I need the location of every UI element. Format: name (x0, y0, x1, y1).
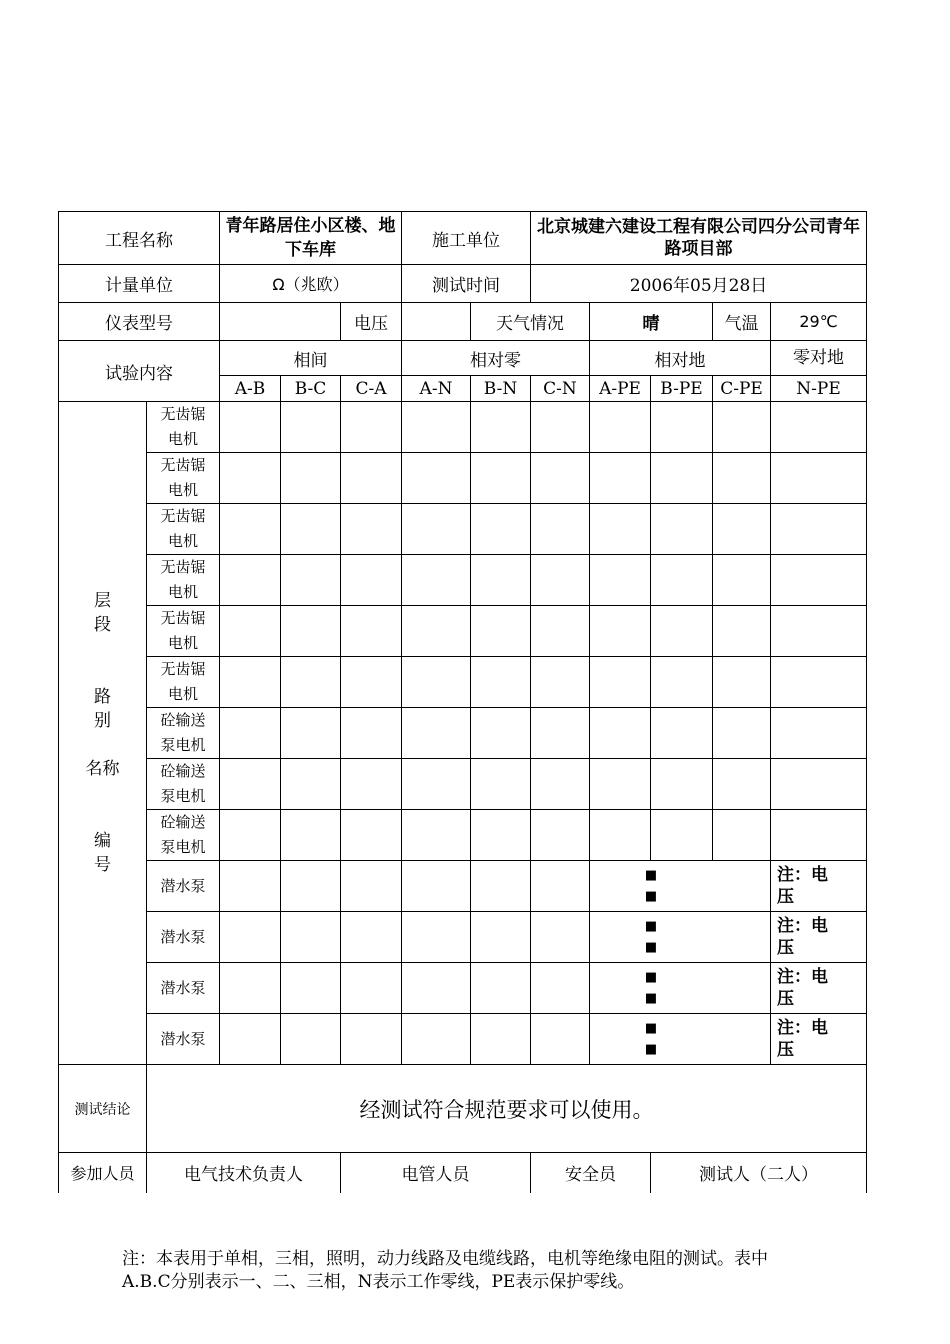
reading-cell (220, 963, 281, 1014)
reading-cell (531, 912, 590, 963)
reading-cell (341, 657, 402, 708)
reading-cell (281, 402, 341, 453)
reading-cell (471, 453, 531, 504)
reading-cell (281, 1014, 341, 1065)
reading-cell (281, 810, 341, 861)
reading-cell (281, 861, 341, 912)
reading-cell (281, 912, 341, 963)
reading-cell (531, 759, 590, 810)
temperature-value: 29℃ (771, 303, 867, 341)
group-phase-to-phase: 相间 (220, 341, 402, 376)
reading-cell (471, 555, 531, 606)
reading-cell (471, 504, 531, 555)
reading-cell (771, 759, 867, 810)
device-name: 潜水泵 (147, 963, 220, 1014)
reading-cell (713, 606, 771, 657)
voltage-label: 电压 (341, 303, 402, 341)
insulation-test-form (58, 211, 867, 1193)
reading-cell (341, 402, 402, 453)
reading-cell (651, 708, 713, 759)
column-header: C-N (531, 376, 590, 402)
unit-label: 计量单位 (59, 265, 220, 303)
reading-cell (471, 657, 531, 708)
reading-cell (713, 708, 771, 759)
column-header: C-A (341, 376, 402, 402)
test-time-value: 2006年05月28日 (531, 265, 867, 303)
device-name: 无齿锯 电机 (147, 402, 220, 453)
merged-mark-cell: ■ ■ (590, 963, 771, 1014)
voltage-note: 注：电 压 (771, 861, 867, 912)
reading-cell (531, 708, 590, 759)
reading-cell (590, 606, 651, 657)
reading-cell (471, 912, 531, 963)
reading-cell (220, 810, 281, 861)
reading-cell (402, 1014, 471, 1065)
reading-cell (220, 759, 281, 810)
participants-label: 参加人员 (59, 1153, 147, 1193)
reading-cell (341, 1014, 402, 1065)
reading-cell (590, 402, 651, 453)
reading-cell (651, 759, 713, 810)
reading-cell (402, 912, 471, 963)
device-name: 砼输送 泵电机 (147, 810, 220, 861)
reading-cell (771, 810, 867, 861)
row-group-label: 层 段 路 别 名称 编 号 (59, 402, 147, 1065)
reading-cell (402, 504, 471, 555)
meter-model-label: 仪表型号 (59, 303, 220, 341)
reading-cell (341, 861, 402, 912)
weather-label: 天气情况 (471, 303, 590, 341)
role-safety-officer: 安全员 (531, 1153, 651, 1193)
reading-cell (281, 606, 341, 657)
reading-cell (402, 402, 471, 453)
reading-cell (220, 912, 281, 963)
reading-cell (590, 657, 651, 708)
device-name: 砼输送 泵电机 (147, 708, 220, 759)
reading-cell (651, 555, 713, 606)
test-content-label: 试验内容 (59, 341, 220, 402)
merged-mark-cell: ■ ■ (590, 912, 771, 963)
reading-cell (402, 759, 471, 810)
reading-cell (590, 504, 651, 555)
device-name: 潜水泵 (147, 912, 220, 963)
reading-cell (771, 606, 867, 657)
reading-cell (281, 708, 341, 759)
column-header: A-N (402, 376, 471, 402)
unit-value: Ω（兆欧） (220, 265, 402, 303)
reading-cell (471, 861, 531, 912)
voltage-note: 注：电 压 (771, 1014, 867, 1065)
reading-cell (341, 504, 402, 555)
reading-cell (471, 402, 531, 453)
reading-cell (590, 708, 651, 759)
project-name-label: 工程名称 (59, 212, 220, 265)
reading-cell (281, 453, 341, 504)
reading-cell (771, 453, 867, 504)
group-neutral-to-earth: 零对地 (771, 341, 867, 376)
role-testers: 测试人（二人） (651, 1153, 867, 1193)
reading-cell (771, 402, 867, 453)
form-footnote: 注：本表用于单相，三相，照明，动力线路及电缆线路，电机等绝缘电阻的测试。表中 A.B.C分别表示一、二、三相，N表示工作零线，PE表示保护零线。 (122, 1249, 768, 1292)
column-header: B-PE (651, 376, 713, 402)
project-name-value: 青年路居住小区楼、地下车库 (220, 212, 402, 265)
reading-cell (531, 810, 590, 861)
reading-cell (771, 708, 867, 759)
reading-cell (402, 453, 471, 504)
reading-cell (341, 453, 402, 504)
reading-cell (281, 555, 341, 606)
reading-cell (281, 759, 341, 810)
conclusion-text: 经测试符合规范要求可以使用。 (147, 1065, 867, 1153)
reading-cell (281, 504, 341, 555)
contractor-value: 北京城建六建设工程有限公司四分公司青年路项目部 (531, 212, 867, 265)
reading-cell (402, 708, 471, 759)
device-name: 无齿锯 电机 (147, 555, 220, 606)
reading-cell (402, 555, 471, 606)
reading-cell (402, 657, 471, 708)
reading-cell (713, 555, 771, 606)
reading-cell (713, 657, 771, 708)
group-phase-to-neutral: 相对零 (402, 341, 590, 376)
reading-cell (220, 861, 281, 912)
reading-cell (341, 759, 402, 810)
reading-cell (341, 912, 402, 963)
column-header: B-C (281, 376, 341, 402)
voltage-note: 注：电 压 (771, 912, 867, 963)
reading-cell (713, 759, 771, 810)
test-time-label: 测试时间 (402, 265, 531, 303)
reading-cell (590, 555, 651, 606)
reading-cell (471, 1014, 531, 1065)
device-name: 潜水泵 (147, 1014, 220, 1065)
reading-cell (281, 963, 341, 1014)
column-header: A-B (220, 376, 281, 402)
reading-cell (713, 504, 771, 555)
reading-cell (531, 657, 590, 708)
reading-cell (220, 555, 281, 606)
reading-cell (220, 708, 281, 759)
reading-cell (341, 555, 402, 606)
reading-cell (713, 810, 771, 861)
contractor-label: 施工单位 (402, 212, 531, 265)
reading-cell (341, 963, 402, 1014)
reading-cell (220, 1014, 281, 1065)
device-name: 无齿锯 电机 (147, 504, 220, 555)
weather-value: 晴 (590, 303, 713, 341)
merged-mark-cell: ■ ■ (590, 1014, 771, 1065)
temperature-label: 气温 (713, 303, 771, 341)
reading-cell (531, 555, 590, 606)
column-header: N-PE (771, 376, 867, 402)
device-name: 无齿锯 电机 (147, 606, 220, 657)
device-name: 无齿锯 电机 (147, 453, 220, 504)
reading-cell (590, 810, 651, 861)
meter-model-value (220, 303, 341, 341)
reading-cell (651, 402, 713, 453)
reading-cell (531, 1014, 590, 1065)
device-name: 砼输送 泵电机 (147, 759, 220, 810)
reading-cell (220, 402, 281, 453)
reading-cell (220, 453, 281, 504)
reading-cell (402, 963, 471, 1014)
reading-cell (402, 810, 471, 861)
role-electrical-staff: 电管人员 (341, 1153, 531, 1193)
reading-cell (771, 657, 867, 708)
reading-cell (713, 453, 771, 504)
reading-cell (471, 708, 531, 759)
device-name: 无齿锯 电机 (147, 657, 220, 708)
reading-cell (590, 453, 651, 504)
reading-cell (281, 657, 341, 708)
group-phase-to-earth: 相对地 (590, 341, 771, 376)
reading-cell (531, 963, 590, 1014)
reading-cell (713, 402, 771, 453)
reading-cell (220, 504, 281, 555)
reading-cell (651, 810, 713, 861)
column-header: A-PE (590, 376, 651, 402)
reading-cell (771, 504, 867, 555)
voltage-value (402, 303, 471, 341)
reading-cell (651, 657, 713, 708)
reading-cell (651, 504, 713, 555)
reading-cell (402, 606, 471, 657)
reading-cell (531, 606, 590, 657)
reading-cell (771, 555, 867, 606)
reading-cell (341, 810, 402, 861)
reading-cell (402, 861, 471, 912)
voltage-note: 注：电 压 (771, 963, 867, 1014)
reading-cell (471, 606, 531, 657)
reading-cell (531, 504, 590, 555)
reading-cell (471, 963, 531, 1014)
column-header: C-PE (713, 376, 771, 402)
reading-cell (531, 402, 590, 453)
role-electrical-lead: 电气技术负责人 (147, 1153, 341, 1193)
reading-cell (651, 606, 713, 657)
reading-cell (471, 759, 531, 810)
reading-cell (651, 453, 713, 504)
reading-cell (531, 453, 590, 504)
reading-cell (341, 606, 402, 657)
merged-mark-cell: ■ ■ (590, 861, 771, 912)
reading-cell (220, 606, 281, 657)
reading-cell (531, 861, 590, 912)
conclusion-label: 测试结论 (59, 1065, 147, 1153)
reading-cell (471, 810, 531, 861)
column-header: B-N (471, 376, 531, 402)
reading-cell (220, 657, 281, 708)
device-name: 潜水泵 (147, 861, 220, 912)
reading-cell (341, 708, 402, 759)
reading-cell (590, 759, 651, 810)
